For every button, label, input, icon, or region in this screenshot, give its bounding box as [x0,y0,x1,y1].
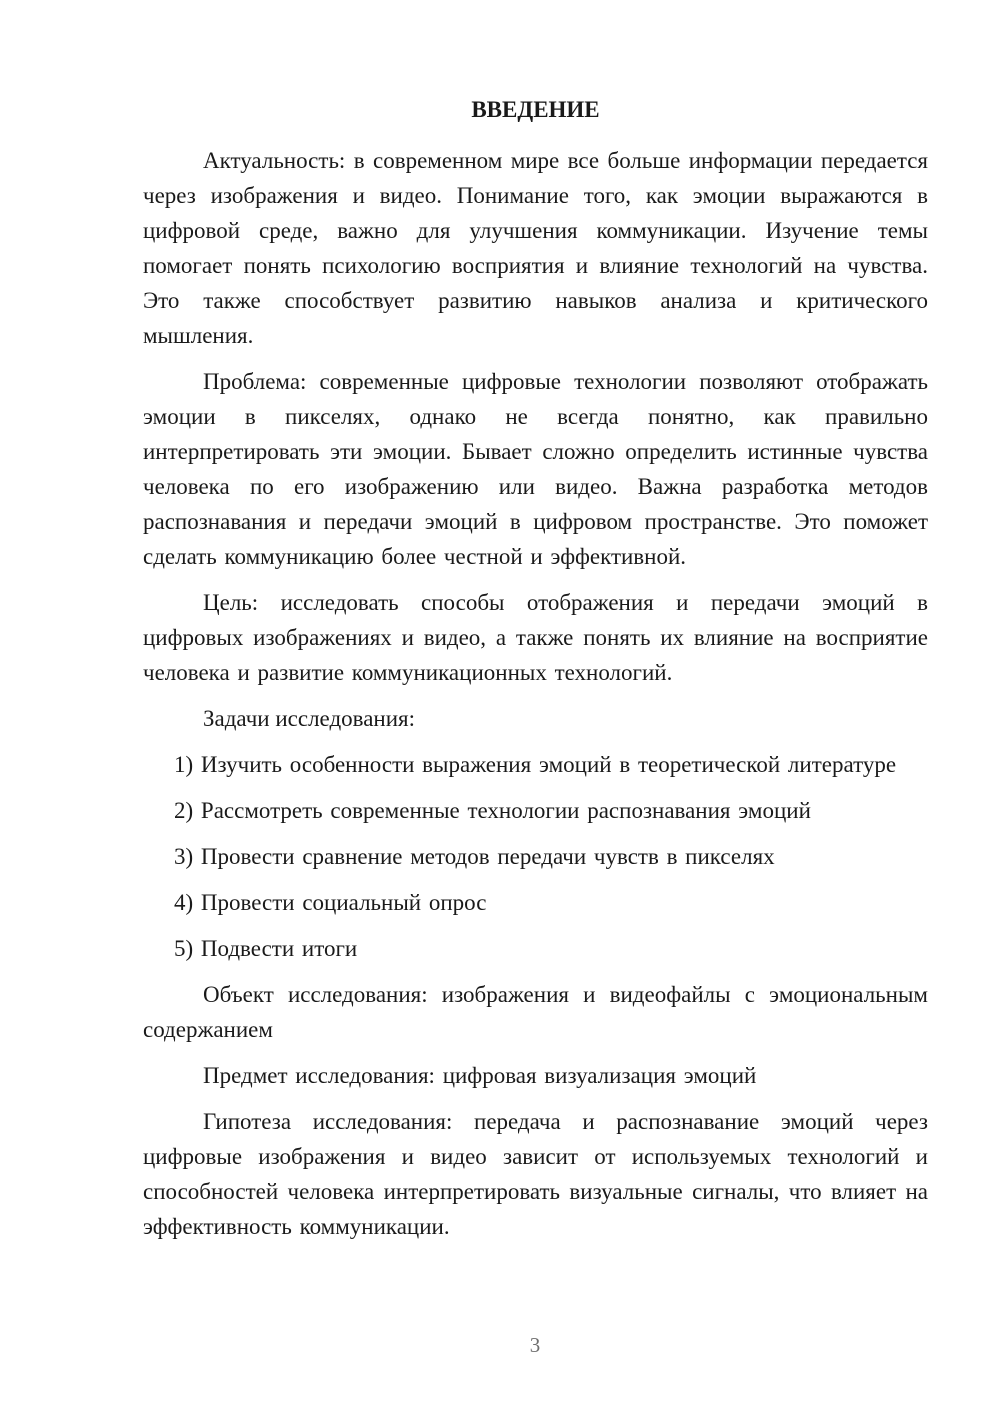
task-item-3: 3) Провести сравнение методов передачи чувств в пикселях [174,844,775,869]
problem-paragraph: Проблема: современные цифровые технологии позволяют отображать эмоции в пикселях, однако не всегда понятно, как правильно интерпретировать эти эмоции. Бывает сложно определить истинные чувства человека по его изображению или видео. Важна разработка методов распознавания и передачи эмоций в цифровом пространстве. Это поможет сделать коммуникацию более честной и эффективной. [143,369,928,569]
goal-paragraph: Цель: исследовать способы отображения и передачи эмоций в цифровых изображениях и видео, а также понять их влияние на восприятие человека и развитие коммуникационных технологий. [143,590,928,685]
relevance-paragraph: Актуальность: в современном мире все больше информации передается через изображения и видео. Понимание того, как эмоции выражаются в цифровой среде, важно для улучшения коммуникации. Изучение темы помогает понять психологию восприятия и влияние технологий на чувства. Это также способствует развитию навыков анализа и критического мышления. [143,148,928,348]
task-item-1: 1) Изучить особенности выражения эмоций в теоретической литературе [174,752,897,777]
object-paragraph: Объект исследования: изображения и видеофайлы с эмоциональным содержанием [143,982,928,1042]
task-item-4: 4) Провести социальный опрос [174,890,487,915]
tasks-header: Задачи исследования: [203,706,416,731]
page-content [143,92,928,1244]
page-number: 3 [529,1333,541,1357]
subject-paragraph: Предмет исследования: цифровая визуализация эмоций [203,1063,757,1088]
task-item-2: 2) Рассмотреть современные технологии распознавания эмоций [174,798,811,823]
hypothesis-paragraph: Гипотеза исследования: передача и распознавание эмоций через цифровые изображения и видео зависит от используемых технологий и способностей человека интерпретировать визуальные сигналы, что влияет на эффективность коммуникации. [143,1109,928,1239]
task-item-5: 5) Подвести итоги [174,936,358,961]
section-title: ВВЕДЕНИЕ [471,97,600,122]
